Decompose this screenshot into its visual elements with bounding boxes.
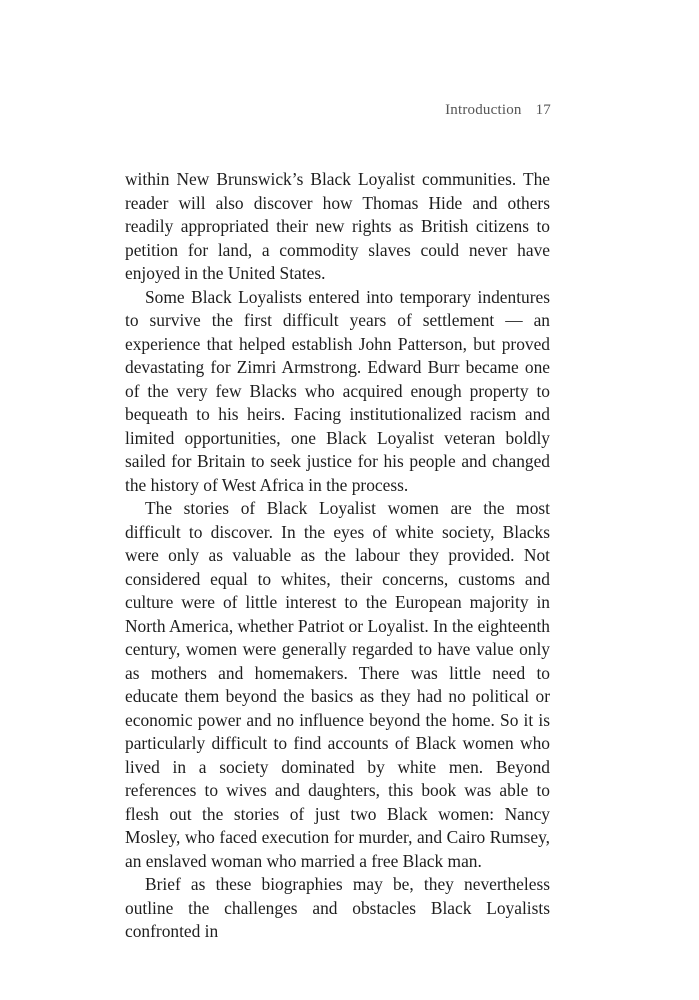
page-body — [125, 168, 550, 944]
section-title: Introduction — [445, 102, 522, 118]
paragraph-indentures: Some Black Loyalists entered into temporary indentures to survive the first difficult years of settlement — an experience that helped establish John Patterson, but proved devastating for Zimri Armstrong. Edward Burr became one of the very few Blacks who acquired enough property to bequeath to his heirs. Facing institutionalized racism and limited opportunities, one Black Loyalist veteran boldly sailed for Britain to seek justice for his people and changed the history of West Africa in the process. — [125, 286, 550, 495]
page-number: 17 — [535, 102, 551, 118]
paragraph-women: The stories of Black Loyalist women are the most difficult to discover. In the eyes of white society, Blacks were only as valuable as the labour they provided. Not considered equal to whites, their concerns, customs and culture were of little interest to the European majority in North America, whether Patriot or Loyalist. In the eighteenth century, women were generally regarded to have value only as mothers and homemakers. There was little need to educate them beyond the basics as they had no political or economic power and no influence beyond the home. So it is particularly difficult to find accounts of Black women who lived in a society dominated by white men. Beyond references to wives and daughters, this book was able to flesh out the stories of just two Black women: Nancy Mosley, who faced execution for murder, and Cairo Rumsey, an enslaved woman who married a free Black man. — [125, 498, 550, 871]
paragraph-continued: within New Brunswick’s Black Loyalist communities. The reader will also discover how Thomas Hide and others readily appropriated their new rights as British citizens to petition for land, a commodity slaves could never have enjoyed in the United States. — [125, 169, 550, 283]
paragraph-biographies: Brief as these biographies may be, they nevertheless outline the challenges and obstacles Black Loyalists confronted in — [125, 874, 550, 941]
running-header — [445, 102, 551, 119]
